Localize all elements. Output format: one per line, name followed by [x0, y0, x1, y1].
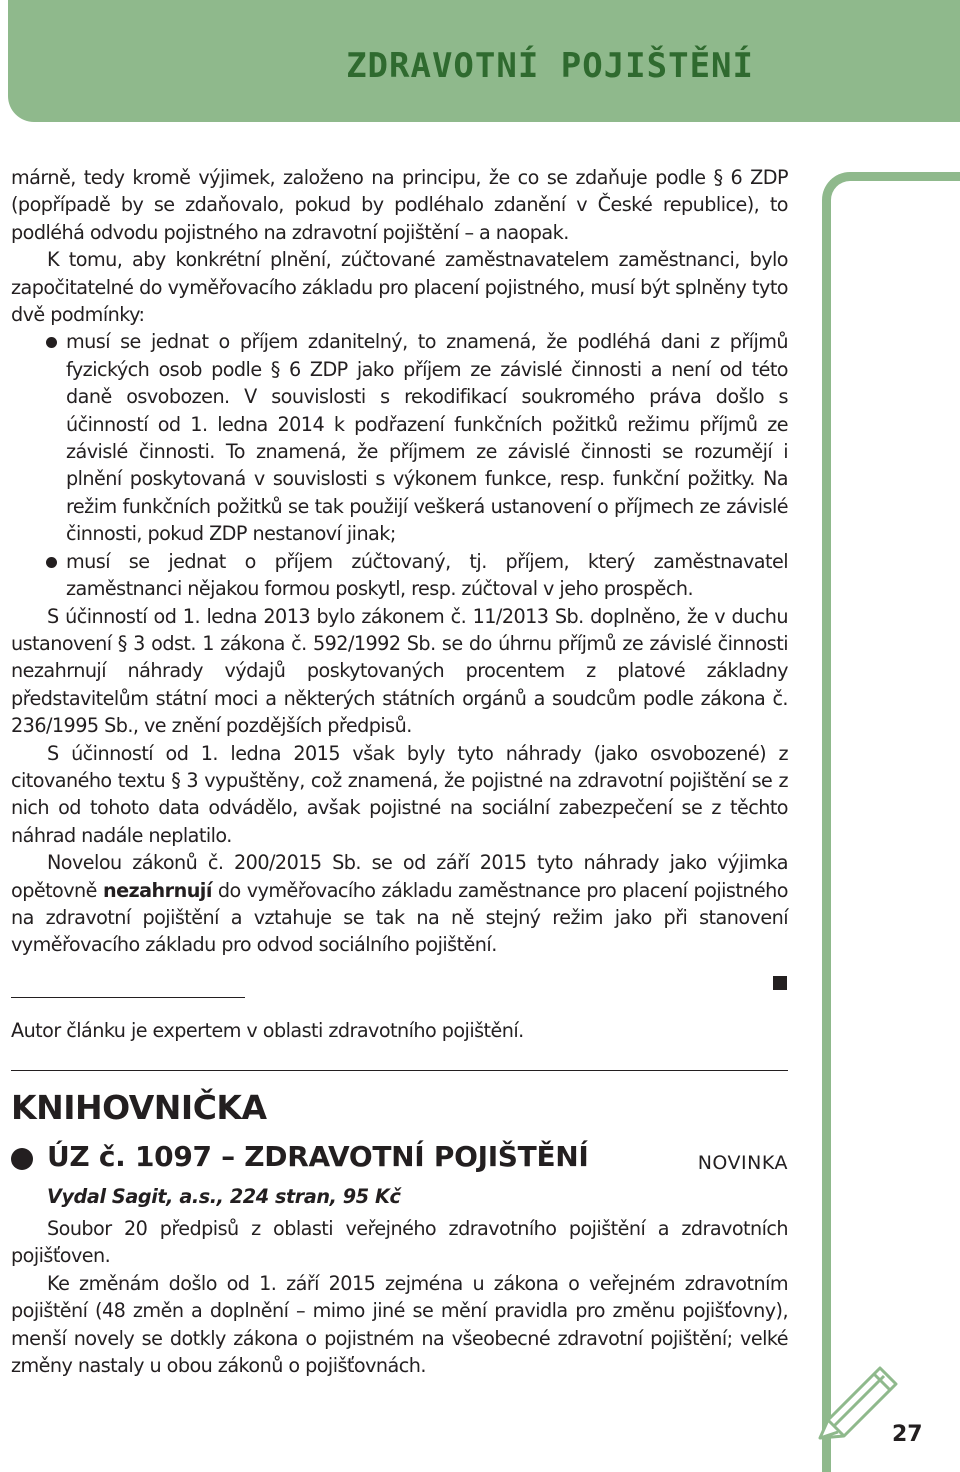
- list-item-text: musí se jednat o příjem zdanitelný, to znamená, že podléhá dani z příjmů fyzických osob podle § 6 ZDP jako příjem ze závislé činnosti a není od této daně osvobozen. V souvislosti s rekodifikací soukromého práva došlo s účinností od 1. ledna 2014 k podřazení funkčních požitků režimu příjmů ze závislé činnosti. To znamená, že příjmem ze závislé činnosti se rozumějí i plnění poskytovaná v souvislosti s výkonem funkce, resp. funkční požitky. Na režim funkčních požitků se tak použijí veškerá ustanovení o příjmech ze závislé činnosti, pokud ZDP nestanoví jinak;: [66, 330, 788, 546]
- new-badge: NOVINKA: [697, 1152, 788, 1174]
- paragraph-text: Novelou zákonů č. 200/2015 Sb. se od září 2015 tyto náhrady jako výjimka opětovně: [11, 851, 788, 902]
- list-item: [11, 328, 788, 547]
- bullet-icon: [46, 557, 57, 568]
- section-title: ZDRAVOTNÍ POJIŠTĚNÍ: [346, 46, 754, 86]
- bullet-icon: [46, 337, 57, 348]
- article-paragraph: márně, tedy kromě výjimek, založeno na principu, že co se zdaňuje podle § 6 ZDP (popřípadě by se zdaňovalo, pokud by podléhalo zdanění v České republice), to podléhá odvodu pojistného na zdravotní pojištění – a naopak.: [11, 166, 788, 244]
- article-paragraph: [11, 849, 788, 959]
- library-heading: KNIHOVNIČKA: [11, 1088, 267, 1127]
- book-publisher: Vydal Sagit, a.s., 224 stran, 95 Kč: [47, 1185, 401, 1208]
- book-description-paragraph: Soubor 20 předpisů z oblasti veřejného zdravotního pojištění a zdravotních pojišťoven.: [11, 1217, 788, 1268]
- end-of-article-icon: [773, 976, 787, 990]
- bullet-icon: [11, 1148, 33, 1170]
- paragraph-text: do vyměřovacího základu zaměstnance pro placení pojistného na zdravotní pojištění a vztahuje se tak na ně stejný režim jako při stanovení vyměřovacího základu pro odvod sociálního pojištění.: [11, 878, 788, 957]
- article-paragraph: S účinností od 1. ledna 2015 však byly tyto náhrady (jako osvobozené) z citovaného textu § 3 vypuštěny, což znamená, že pojistné na zdravotní pojištění se z nich od tohoto data odvádělo, avšak pojistné na sociální zabezpečení se z těchto náhrad nadále neplatilo.: [11, 741, 788, 847]
- book-description-paragraph: Ke změnám došlo od 1. září 2015 zejména u zákona o veřejném zdravotním pojištění (48 změn a doplnění – mimo jiné se mění pravidla pro změnu pojišťovny), menší novely se dotkly zákona o pojistném na všeobecné zdravotní pojištění; velké změny nastaly u obou zákonů o pojišťovnách.: [11, 1271, 788, 1378]
- list-item: [11, 548, 788, 603]
- list-item-text: musí se jednat o příjem zúčtovaný, tj. příjem, který zaměstnavatel zaměstnanci nějakou formou poskytl, resp. zúčtoval v jeho prospěch.: [66, 549, 788, 601]
- article-paragraph: K tomu, aby konkrétní plnění, zúčtované zaměstnavatelem zaměstnanci, bylo započitatelné do vyměřovacího základu pro placení pojistného, musí být splněny tyto dvě podmínky:: [11, 248, 788, 327]
- author-note: Autor článku je expertem v oblasti zdravotního pojištění.: [11, 1019, 524, 1042]
- emphasis-text: nezahrnují: [102, 878, 212, 902]
- article-paragraph: S účinností od 1. ledna 2013 bylo zákonem č. 11/2013 Sb. doplněno, že v duchu ustanovení § 3 odst. 1 zákona č. 592/1992 Sb. se do úhrnu příjmů ze závislé činnosti nezahrnují náhrady výdajů poskytovaných procentem z platové základny představitelům státní moci a některých státních orgánů a soudcům podle zákona č. 236/1995 Sb., ve znění pozdějších předpisů.: [11, 604, 788, 738]
- book-title: ÚZ č. 1097 – ZDRAVOTNÍ POJIŠTĚNÍ: [47, 1140, 589, 1173]
- article-body: [11, 164, 788, 959]
- section-divider: [11, 1070, 788, 1071]
- conditions-list: [11, 328, 788, 602]
- signature-divider: [11, 997, 245, 998]
- side-decorative-frame: [822, 172, 960, 1472]
- page-number: 27: [892, 1422, 923, 1447]
- book-description: [11, 1215, 788, 1379]
